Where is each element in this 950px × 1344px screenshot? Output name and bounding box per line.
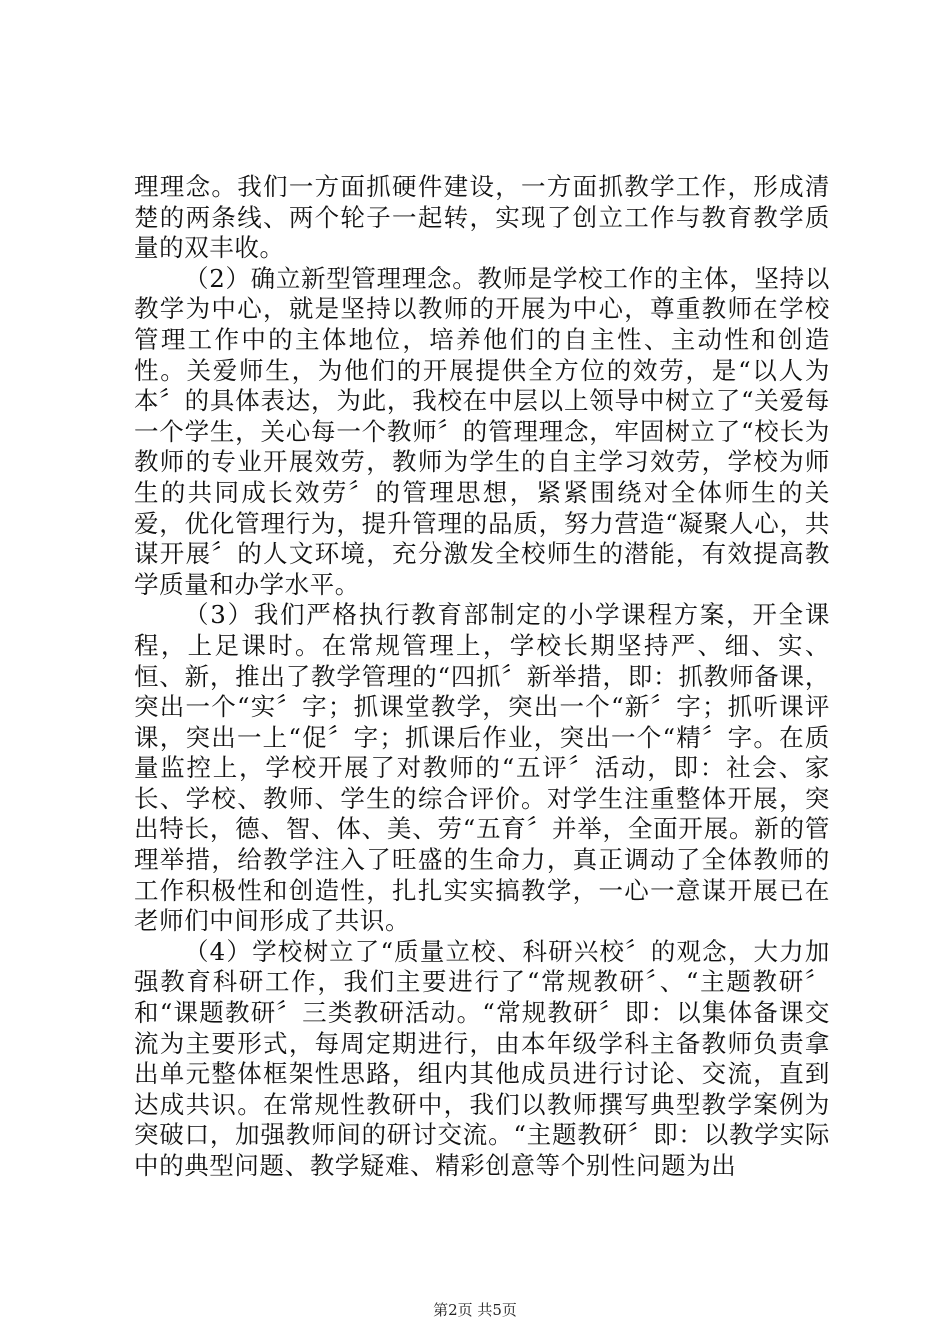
paragraph-continuation: 理理念。我们一方面抓硬件建设，一方面抓教学工作，形成清楚的两条线、两个轮子一起转，实现了创立工作与教育教学质量的双丰收。 (134, 172, 830, 263)
paragraph-research: （4）学校树立了“质量立校、科研兴校〞的观念，大力加强教育科研工作，我们主要进行了“常规教研〞、“主题教研〞和“课题教研〞三类教研活动。“常规教研〞即：以集体备课交流为主要形式，每周定期进行，由本年级学科主备教师负责拿出单元整体框架性思路，组内其他成员进行讨论、交流，直到达成共识。在常规性教研中，我们以教师撰写典型教学案例为突破口，加强教师间的研讨交流。“主题教研〞即：以教学实际中的典型问题、教学疑难、精彩创意等个别性问题为出 (134, 936, 830, 1180)
paragraph-curriculum: （3）我们严格执行教育部制定的小学课程方案，开全课程，上足课时。在常规管理上，学校长期坚持严、细、实、恒、新，推出了教学管理的“四抓〞新举措，即：抓教师备课，突出一个“实〞字；抓课堂教学，突出一个“新〞字；抓听课评课，突出一上“促〞字；抓课后作业，突出一个“精〞字。在质量监控上，学校开展了对教师的“五评〞活动，即：社会、家长、学校、教师、学生的综合评价。对学生注重整体开展，突出特长，德、智、体、美、劳“五育〞并举，全面开展。新的管理举措，给教学注入了旺盛的生命力，真正调动了全体教师的工作积极性和创造性，扎扎实实搞教学，一心一意谋开展已在老师们中间形成了共识。 (134, 600, 830, 936)
page-number: 第2页 共5页 (433, 1301, 517, 1319)
paragraph-management-concept: （2）确立新型管理理念。教师是学校工作的主体，坚持以教学为中心，就是坚持以教师的开展为中心，尊重教师在学校管理工作中的主体地位，培养他们的自主性、主动性和创造性。关爱师生，为他们的开展提供全方位的效劳，是“以人为本〞的具体表达，为此，我校在中层以上领导中树立了“关爱每一个学生，关心每一个教师〞的管理理念，牢固树立了“校长为教师的专业开展效劳，教师为学生的自主学习效劳，学校为师生的共同成长效劳〞的管理思想，紧紧围绕对全体师生的关爱，优化管理行为，提升管理的品质，努力营造“凝聚人心，共谋开展〞的人文环境，充分激发全校师生的潜能，有效提高教学质量和办学水平。 (134, 263, 830, 599)
document-body (134, 172, 830, 1182)
page-footer (0, 1300, 950, 1320)
